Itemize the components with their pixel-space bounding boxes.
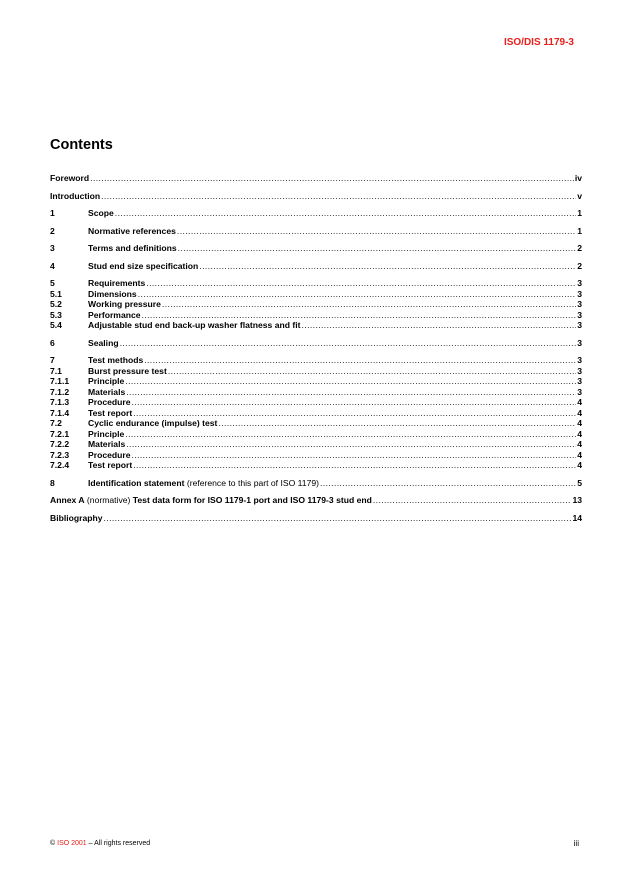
- toc-leader-dots: [146, 278, 576, 289]
- annex-type: (normative): [84, 495, 133, 505]
- toc-entry-page: 4: [577, 428, 582, 439]
- toc-entry-label: Working pressure: [88, 299, 161, 309]
- toc-entry-label: Principle: [88, 428, 125, 439]
- toc-entry-label: Sealing: [88, 337, 119, 348]
- toc-entry[interactable]: [50, 366, 582, 377]
- toc-entry-page: 4: [577, 460, 582, 470]
- toc-leader-dots: [133, 460, 576, 471]
- toc-entry-number: 7.1.1: [50, 376, 70, 386]
- toc-entry-number: 2: [50, 225, 55, 236]
- toc-leader-dots: [133, 408, 576, 419]
- copyright-symbol: ©: [50, 840, 56, 847]
- toc-entry[interactable]: [50, 226, 582, 237]
- toc-entry[interactable]: [50, 397, 582, 408]
- toc-entry-page: v: [577, 190, 582, 201]
- toc-entry-label: Materials: [88, 386, 126, 397]
- toc-entry-page: 4: [577, 407, 582, 418]
- toc-entry-annex[interactable]: [50, 495, 582, 506]
- toc-entry[interactable]: [50, 261, 582, 272]
- toc-leader-dots: [168, 366, 576, 377]
- toc-entry-number: 5.2: [50, 299, 62, 309]
- toc-entry-page: 3: [577, 386, 582, 397]
- toc-leader-dots: [104, 513, 572, 524]
- toc-entry-label: [88, 478, 319, 489]
- toc-entry[interactable]: [50, 355, 582, 366]
- toc-leader-dots: [177, 226, 576, 237]
- toc-entry-page: 2: [577, 243, 582, 253]
- toc-entry-number: 7.2.2: [50, 439, 70, 449]
- toc-entry-page: 4: [577, 449, 582, 460]
- toc-entry-page: 3: [577, 309, 582, 320]
- toc-entry-number: 7.1.2: [50, 386, 70, 397]
- toc-leader-dots: [125, 429, 576, 440]
- toc-entry-page: 4: [577, 418, 582, 428]
- toc-entry-label: [50, 495, 372, 506]
- toc-leader-dots: [126, 439, 576, 450]
- toc-entry[interactable]: [50, 460, 582, 471]
- toc-entry[interactable]: [50, 439, 582, 450]
- toc-entry-label: Scope: [88, 208, 114, 218]
- toc-entry-page: 3: [577, 299, 582, 309]
- toc-entry-number: 1: [50, 208, 55, 218]
- rights-text: – All rights reserved: [86, 840, 151, 847]
- toc-entry[interactable]: [50, 278, 582, 289]
- toc-entry-page: 1: [577, 208, 582, 218]
- toc-entry-page: 5: [577, 477, 582, 488]
- toc-entry-label: Stud end size specification: [88, 260, 199, 271]
- toc-entry-label: Introduction: [50, 190, 101, 201]
- document-id: ISO/DIS 1179-3: [503, 37, 574, 48]
- page-number: iii: [573, 839, 579, 848]
- toc-entry-number: 7.2.4: [50, 460, 70, 470]
- toc-entry[interactable]: [50, 320, 582, 331]
- annex-label: Annex A: [50, 495, 85, 505]
- toc-entry-identification[interactable]: [50, 478, 582, 489]
- toc-entry[interactable]: [50, 299, 582, 310]
- toc-entry-bibliography[interactable]: [50, 513, 582, 524]
- toc-entry[interactable]: [50, 376, 582, 387]
- toc-entry-label: Principle: [88, 376, 125, 386]
- toc-entry[interactable]: [50, 310, 582, 321]
- toc-leader-dots: [144, 355, 576, 366]
- toc-entry-number: 7.2.1: [50, 428, 70, 439]
- toc-entry-number: 6: [50, 337, 55, 348]
- toc-entry-page: 1: [577, 225, 582, 236]
- toc-entry-page: 3: [577, 337, 582, 348]
- toc-entry-number: 7.1.4: [50, 407, 70, 418]
- toc-leader-dots: [132, 450, 577, 461]
- toc-entry-label: Terms and definitions: [88, 243, 177, 253]
- toc-entry-number: 5.4: [50, 320, 62, 330]
- toc-entry-number: 4: [50, 260, 55, 271]
- toc-entry-page: 3: [577, 376, 582, 386]
- toc-entry[interactable]: [50, 429, 582, 440]
- toc-entry-number: 3: [50, 243, 55, 253]
- toc-leader-dots: [132, 397, 577, 408]
- toc-entry-label: Test report: [88, 407, 133, 418]
- toc-leader-dots: [302, 320, 577, 331]
- toc-entry-number: 7.2.3: [50, 449, 70, 460]
- toc-entry-number: 5.3: [50, 309, 62, 320]
- toc-entry-label: Test methods: [88, 355, 144, 365]
- toc-entry-page: 3: [577, 320, 582, 330]
- toc-leader-dots: [115, 208, 576, 219]
- toc-entry[interactable]: [50, 450, 582, 461]
- toc-leader-dots: [199, 261, 576, 272]
- toc-entry-label-normal: (reference to this part of ISO 1179): [184, 477, 319, 488]
- toc-leader-dots: [218, 418, 576, 429]
- toc-entry-label: Test report: [88, 460, 133, 470]
- toc-entry-page: 3: [577, 288, 582, 299]
- toc-entry[interactable]: [50, 408, 582, 419]
- toc-entry-page: 13: [572, 495, 582, 505]
- toc-entry-label: Materials: [88, 439, 126, 449]
- annex-title: Test data form for ISO 1179-1 port and ISO 1179-3 stud end: [132, 495, 372, 505]
- toc-leader-dots: [125, 376, 576, 387]
- toc-entry[interactable]: [50, 208, 582, 219]
- table-of-contents: [50, 173, 582, 523]
- toc-entry-page: 4: [577, 439, 582, 449]
- toc-leader-dots: [120, 338, 577, 349]
- toc-entry[interactable]: [50, 243, 582, 254]
- toc-leader-dots: [138, 289, 577, 300]
- copyright-notice: [50, 840, 150, 847]
- toc-entry-label: Adjustable stud end back-up washer flatness and fit: [88, 320, 301, 330]
- toc-leader-dots: [126, 387, 576, 398]
- toc-entry-label: Foreword: [50, 173, 90, 183]
- toc-entry[interactable]: [50, 387, 582, 398]
- toc-entry-label: Procedure: [88, 449, 131, 460]
- toc-entry-page: iv: [574, 173, 582, 183]
- toc-entry-number: 5: [50, 278, 55, 288]
- toc-entry-number: 5.1: [50, 288, 62, 299]
- toc-entry-page: 3: [577, 355, 582, 365]
- toc-entry-label: Bibliography: [50, 512, 103, 523]
- toc-entry-label: Burst pressure test: [88, 365, 167, 376]
- toc-entry[interactable]: [50, 173, 582, 184]
- toc-entry-number: 8: [50, 477, 55, 488]
- toc-entry-label: Normative references: [88, 225, 176, 236]
- toc-entry-label: Requirements: [88, 278, 146, 288]
- toc-entry-label: Procedure: [88, 397, 131, 407]
- toc-leader-dots: [320, 478, 576, 489]
- toc-entry[interactable]: [50, 338, 582, 349]
- toc-entry[interactable]: [50, 289, 582, 300]
- toc-entry-number: 7.2: [50, 418, 62, 428]
- toc-entry-page: 4: [577, 397, 582, 407]
- toc-leader-dots: [142, 310, 577, 321]
- toc-leader-dots: [90, 173, 574, 184]
- toc-entry-page: 2: [577, 260, 582, 271]
- toc-entry[interactable]: [50, 418, 582, 429]
- toc-leader-dots: [101, 191, 576, 202]
- toc-entry-number: 7.1: [50, 365, 62, 376]
- toc-leader-dots: [373, 495, 572, 506]
- page-title: Contents: [50, 137, 113, 153]
- toc-entry-label: Performance: [88, 309, 141, 320]
- toc-leader-dots: [162, 299, 576, 310]
- toc-entry[interactable]: [50, 191, 582, 202]
- toc-entry-label-bold: Identification statement: [88, 477, 185, 488]
- toc-entry-number: 7: [50, 355, 55, 365]
- toc-entry-number: 7.1.3: [50, 397, 70, 407]
- toc-entry-page: 14: [572, 512, 582, 523]
- toc-entry-label: Cyclic endurance (impulse) test: [88, 418, 218, 428]
- toc-entry-page: 3: [577, 278, 582, 288]
- toc-entry-page: 3: [577, 365, 582, 376]
- toc-entry-label: Dimensions: [88, 288, 137, 299]
- toc-leader-dots: [178, 243, 577, 254]
- iso-year: ISO 2001: [57, 840, 87, 847]
